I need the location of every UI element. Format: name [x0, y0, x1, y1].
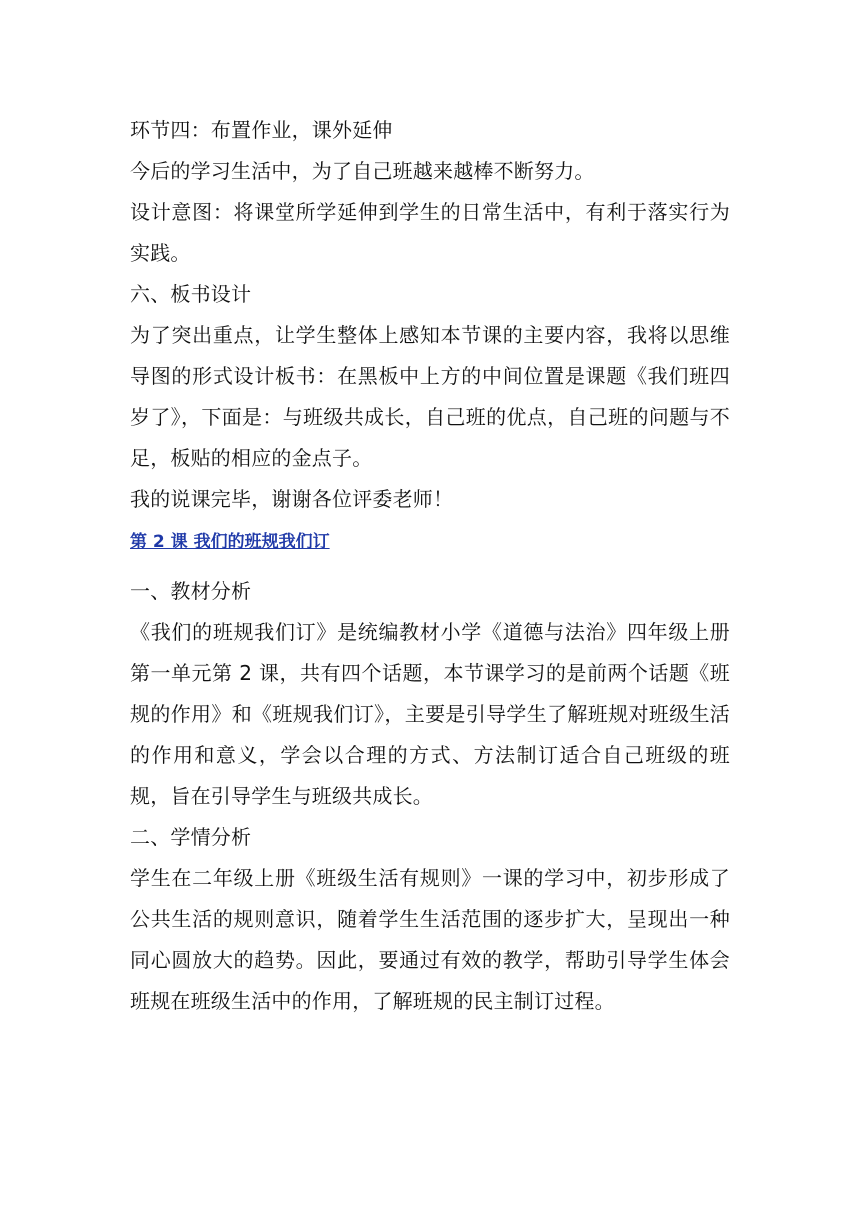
section-heading-board-design: 六、板书设计	[130, 282, 252, 306]
paragraph-textbook-analysis: 《我们的班规我们订》是统编教材小学《道德与法治》四年级上册第一单元第 2 课，共有四个话题，本节课学习的是前两个话题《班规的作用》和《班规我们订》，主要是引导学生了解班规对班级生活的作用和意义，学会以合理的方式、方法制订适合自己班级的班规，旨在引导学生与班级共成长。	[130, 620, 730, 808]
paragraph-board-design: 为了突出重点，让学生整体上感知本节课的主要内容，我将以思维导图的形式设计板书：在黑板中上方的中间位置是课题《我们班四岁了》，下面是：与班级共成长，自己班的优点，自己班的问题与不足，板贴的相应的金点子。	[130, 323, 730, 470]
paragraph-student-analysis: 学生在二年级上册《班级生活有规则》一课的学习中，初步形成了公共生活的规则意识，随着学生生活范围的逐步扩大，呈现出一种同心圆放大的趋势。因此，要通过有效的教学，帮助引导学生体会班规在班级生活中的作用，了解班规的民主制订过程。	[130, 866, 730, 1013]
lesson-title-link[interactable]: 第 2 课 我们的班规我们订	[130, 532, 330, 552]
document-body	[130, 110, 730, 1022]
section-heading-step4: 环节四：布置作业，课外延伸	[130, 118, 393, 142]
section-heading-textbook-analysis: 一、教材分析	[130, 579, 252, 603]
paragraph-future-learning: 今后的学习生活中，为了自己班越来越棒不断努力。	[130, 159, 595, 183]
paragraph-closing: 我的说课完毕，谢谢各位评委老师！	[130, 487, 454, 511]
section-heading-student-analysis: 二、学情分析	[130, 825, 252, 849]
paragraph-design-intent: 设计意图：将课堂所学延伸到学生的日常生活中，有利于落实行为实践。	[130, 200, 730, 265]
